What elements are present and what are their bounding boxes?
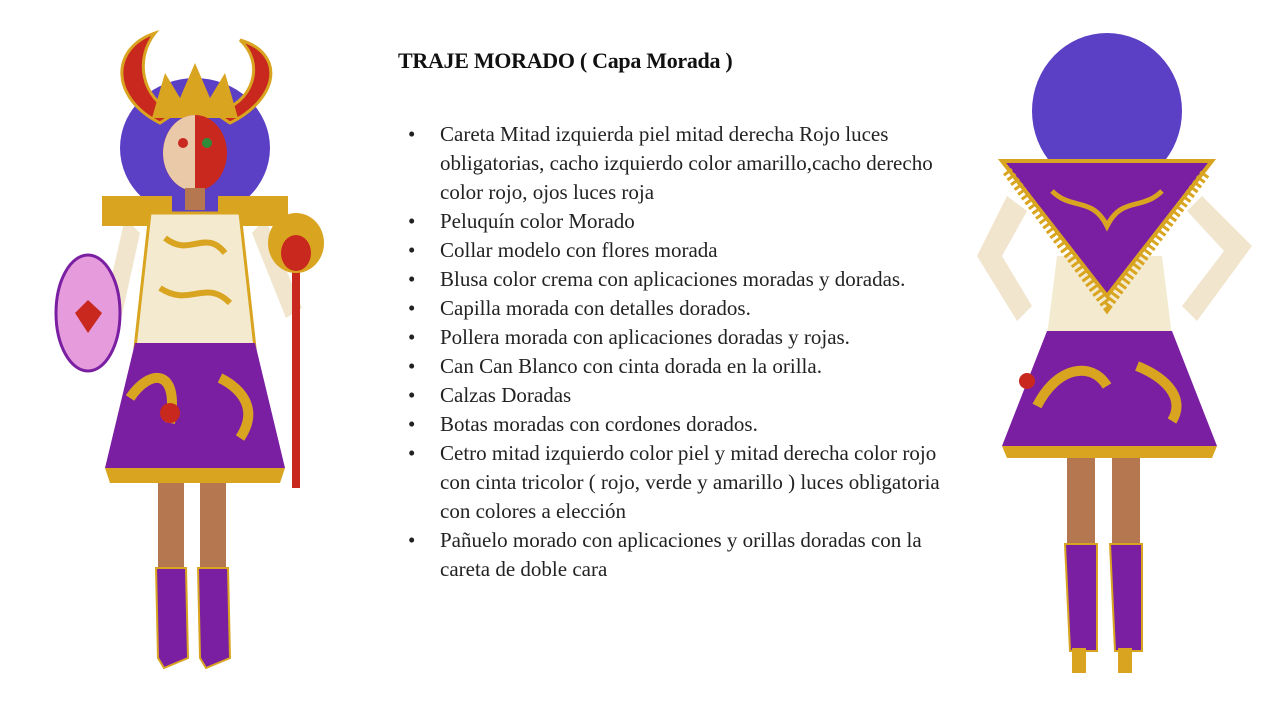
list-item: • Calzas Doradas xyxy=(405,381,945,410)
skirt xyxy=(1002,331,1217,446)
list-item: • Collar modelo con flores morada xyxy=(405,236,945,265)
left-leg xyxy=(1067,458,1095,548)
right-sleeve xyxy=(1182,196,1252,321)
right-heel xyxy=(1118,648,1132,673)
back-costume-photo xyxy=(962,26,1262,681)
mask-eye-left xyxy=(178,138,188,148)
list-item: • Can Can Blanco con cinta dorada en la orilla. xyxy=(405,352,945,381)
skirt-medallion xyxy=(1019,373,1035,389)
crown xyxy=(152,63,238,118)
blouse xyxy=(135,213,255,348)
left-heel xyxy=(1072,648,1086,673)
list-item: • Pollera morada con aplicaciones doradas y rojas. xyxy=(405,323,945,352)
skirt-hem xyxy=(1002,446,1217,458)
left-sleeve xyxy=(977,196,1032,321)
scepter-face xyxy=(281,235,311,271)
list-item: • Blusa color crema con aplicaciones moradas y doradas. xyxy=(405,265,945,294)
list-item: • Capilla morada con detalles dorados. xyxy=(405,294,945,323)
neck xyxy=(185,188,205,210)
right-boot xyxy=(198,568,230,668)
mask-eye-right xyxy=(202,138,212,148)
right-leg xyxy=(1112,458,1140,548)
left-leg xyxy=(158,483,184,573)
list-item: • Botas moradas con cordones dorados. xyxy=(405,410,945,439)
right-boot xyxy=(1110,544,1142,651)
left-boot xyxy=(1065,544,1097,651)
costume-details-list xyxy=(405,120,945,584)
skirt xyxy=(105,343,285,468)
right-leg xyxy=(200,483,226,573)
front-costume-illustration xyxy=(40,28,360,678)
list-item: • Pañuelo morado con aplicaciones y orillas doradas con la careta de doble cara xyxy=(405,526,945,584)
list-item: • Peluquín color Morado xyxy=(405,207,945,236)
left-boot xyxy=(156,568,188,668)
skirt-hem xyxy=(105,468,285,483)
list-item: • Cetro mitad izquierdo color piel y mitad derecha color rojo con cinta tricolor ( rojo, verde y amarillo ) luces obligatoria con colores a elección xyxy=(405,439,945,526)
front-costume-photo xyxy=(40,28,360,678)
scepter-staff xyxy=(292,268,300,488)
page-title: TRAJE MORADO ( Capa Morada ) xyxy=(398,48,733,73)
list-item: • Careta Mitad izquierda piel mitad derecha Rojo luces obligatorias, cacho izquierdo color amarillo,cacho derecho color rojo, ojos luces roja xyxy=(405,120,945,207)
back-costume-illustration xyxy=(962,26,1262,681)
skirt-medallion xyxy=(160,403,180,423)
